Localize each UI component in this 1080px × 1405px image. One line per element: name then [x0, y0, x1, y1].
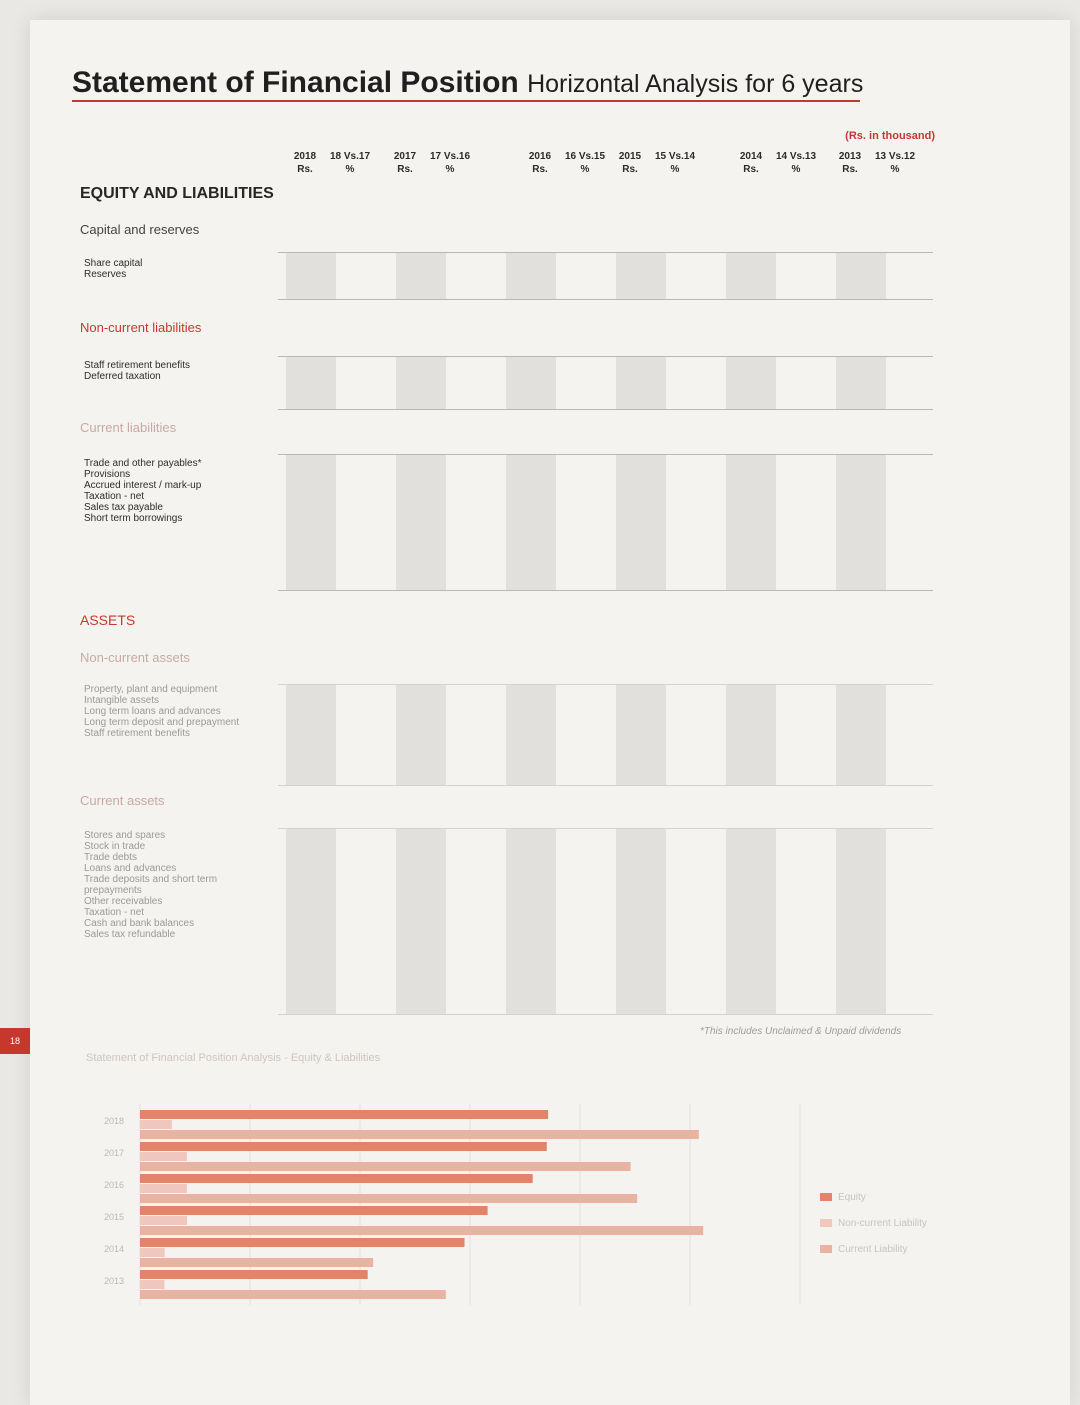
category-tick-label: 2018 [104, 1116, 125, 1126]
column-stripe [286, 357, 336, 409]
current-assets-title: Current assets [80, 793, 165, 808]
category-tick-label: 2013 [104, 1276, 125, 1286]
column-header-unit: % [890, 164, 900, 175]
column-header-unit: % [345, 164, 355, 175]
legend-item-current [820, 1237, 927, 1263]
column-stripe [286, 253, 336, 299]
column-header-period: 2013 [838, 151, 862, 162]
page-number: 18 [0, 1028, 30, 1054]
row-label: Deferred taxation [84, 371, 161, 382]
column-stripe [726, 829, 776, 1014]
capital-reserves-title: Capital and reserves [80, 222, 200, 237]
row-label: Property, plant and equipment [84, 684, 218, 695]
row-label: Trade and other payables* [84, 458, 202, 469]
column-stripe [286, 455, 336, 590]
bar-equity [140, 1174, 533, 1183]
column-header-period: 2016 [528, 151, 552, 162]
column-stripe [506, 685, 556, 785]
category-tick-label: 2017 [104, 1148, 125, 1158]
row-label: Stores and spares [84, 830, 166, 841]
column-header-period: 16 Vs.15 [564, 151, 606, 162]
column-stripe [506, 357, 556, 409]
column-stripe [396, 253, 446, 299]
title-rule [72, 100, 860, 102]
legend-swatch [820, 1193, 832, 1201]
column-header [383, 150, 427, 176]
column-header-unit: Rs. [842, 164, 858, 175]
column-stripe [836, 455, 886, 590]
row-label: Intangible assets [84, 695, 160, 706]
legend-label: Equity [838, 1192, 866, 1203]
column-stripe [396, 685, 446, 785]
column-stripe [726, 253, 776, 299]
category-tick-label: 2015 [104, 1212, 125, 1222]
column-header-period: 15 Vs.14 [654, 151, 696, 162]
non-current-assets-title: Non-current assets [80, 650, 190, 665]
bar-current-liability [140, 1162, 631, 1171]
column-stripe [726, 685, 776, 785]
column-stripe [726, 357, 776, 409]
column-header-period: 2014 [739, 151, 763, 162]
column-header-unit: % [791, 164, 801, 175]
column-stripe [286, 829, 336, 1014]
row-label: Taxation - net [84, 491, 145, 502]
row-label: Long term loans and advances [84, 706, 221, 717]
units-label: (Rs. in thousand) [845, 130, 935, 142]
non-current-assets-values-block [278, 684, 933, 786]
row-label: Share capital [84, 258, 143, 269]
page-title [72, 66, 863, 100]
current-liabilities-values-block [278, 454, 933, 591]
row-label: Sales tax refundable [84, 929, 176, 940]
row-label: Trade deposits and short term [84, 874, 218, 885]
column-stripe [616, 455, 666, 590]
bar-non-current-liability [140, 1248, 165, 1257]
column-header [729, 150, 773, 176]
legend-item-equity [820, 1185, 927, 1211]
column-header [563, 150, 607, 176]
column-header-unit: Rs. [622, 164, 638, 175]
bar-current-liability [140, 1258, 373, 1267]
column-header-unit: Rs. [397, 164, 413, 175]
bar-equity [140, 1110, 548, 1119]
column-header-period: 14 Vs.13 [775, 151, 817, 162]
footnote: *This includes Unclaimed & Unpaid dividends [700, 1026, 902, 1037]
row-label: Staff retirement benefits [84, 360, 190, 371]
bar-non-current-liability [140, 1184, 187, 1193]
non-current-liabilities-title: Non-current liabilities [80, 320, 202, 335]
column-header [873, 150, 917, 176]
bar-equity [140, 1142, 547, 1151]
bar-non-current-liability [140, 1120, 172, 1129]
bar-equity [140, 1238, 465, 1247]
chart-title: Statement of Financial Position Analysis - Equity & Liabilities [86, 1052, 381, 1064]
bar-non-current-liability [140, 1216, 187, 1225]
bar-current-liability [140, 1194, 637, 1203]
column-stripe [836, 685, 886, 785]
column-stripe [836, 253, 886, 299]
legend-label: Current Liability [838, 1244, 908, 1255]
capital-rows [84, 258, 142, 280]
column-header-period: 17 Vs.16 [429, 151, 471, 162]
column-stripe [286, 685, 336, 785]
current-liabilities-rows [84, 458, 202, 524]
column-header [428, 150, 472, 176]
column-header-unit: Rs. [297, 164, 313, 175]
row-label: Taxation - net [84, 907, 145, 918]
column-stripe [726, 455, 776, 590]
bar-current-liability [140, 1290, 446, 1299]
column-header-period: 2018 [293, 151, 317, 162]
column-header [518, 150, 562, 176]
column-header [328, 150, 372, 176]
title-bold: Statement of Financial Position [72, 66, 519, 99]
column-stripe [616, 685, 666, 785]
non-current-liabilities-rows [84, 360, 190, 382]
row-label: Accrued interest / mark-up [84, 480, 202, 491]
column-stripe [836, 357, 886, 409]
column-stripe [616, 253, 666, 299]
column-header-period: 13 Vs.12 [874, 151, 916, 162]
current-assets-rows [84, 830, 217, 940]
column-stripe [506, 455, 556, 590]
current-liabilities-title: Current liabilities [80, 420, 177, 435]
column-stripe [396, 455, 446, 590]
bar-equity [140, 1270, 368, 1279]
column-stripe [506, 829, 556, 1014]
equity-liabilities-bar-chart [100, 1100, 820, 1340]
row-label: Long term deposit and prepayment [84, 717, 240, 728]
bar-non-current-liability [140, 1152, 187, 1161]
title-subtitle: Horizontal Analysis for 6 years [527, 70, 864, 98]
legend-item-non-current [820, 1211, 927, 1237]
bar-current-liability [140, 1130, 699, 1139]
row-label: Provisions [84, 469, 131, 480]
legend-swatch [820, 1245, 832, 1253]
column-header [828, 150, 872, 176]
current-assets-values-block [278, 828, 933, 1015]
non-current-liabilities-values-block [278, 356, 933, 410]
row-label: Sales tax payable [84, 502, 163, 513]
column-header-unit: % [670, 164, 680, 175]
row-label: Stock in trade [84, 841, 146, 852]
column-header [653, 150, 697, 176]
row-label: Loans and advances [84, 863, 177, 874]
row-label: prepayments [84, 885, 142, 896]
column-stripe [616, 829, 666, 1014]
column-stripe [396, 357, 446, 409]
non-current-assets-rows [84, 684, 239, 739]
row-label: Trade debts [84, 852, 137, 863]
column-header-unit: Rs. [743, 164, 759, 175]
column-header-unit: Rs. [532, 164, 548, 175]
column-header [774, 150, 818, 176]
legend-swatch [820, 1219, 832, 1227]
column-header-unit: % [580, 164, 590, 175]
column-stripe [396, 829, 446, 1014]
column-header-period: 2015 [618, 151, 642, 162]
column-stripe [836, 829, 886, 1014]
row-label: Cash and bank balances [84, 918, 195, 929]
chart-legend [820, 1185, 927, 1263]
bar-current-liability [140, 1226, 703, 1235]
bar-non-current-liability [140, 1280, 164, 1289]
assets-heading: ASSETS [80, 612, 136, 628]
row-label: Reserves [84, 269, 127, 280]
category-tick-label: 2016 [104, 1180, 125, 1190]
column-header-unit: % [445, 164, 455, 175]
column-header-period: 18 Vs.17 [329, 151, 371, 162]
bar-equity [140, 1206, 488, 1215]
row-label: Staff retirement benefits [84, 728, 190, 739]
column-header-period: 2017 [393, 151, 417, 162]
column-header [283, 150, 327, 176]
row-label: Other receivables [84, 896, 163, 907]
column-stripe [506, 253, 556, 299]
equity-liabilities-heading: EQUITY AND LIABILITIES [80, 185, 274, 202]
column-header [608, 150, 652, 176]
capital-values-block [278, 252, 933, 300]
category-tick-label: 2014 [104, 1244, 125, 1254]
row-label: Short term borrowings [84, 513, 183, 524]
legend-label: Non-current Liability [838, 1218, 927, 1229]
column-stripe [616, 357, 666, 409]
